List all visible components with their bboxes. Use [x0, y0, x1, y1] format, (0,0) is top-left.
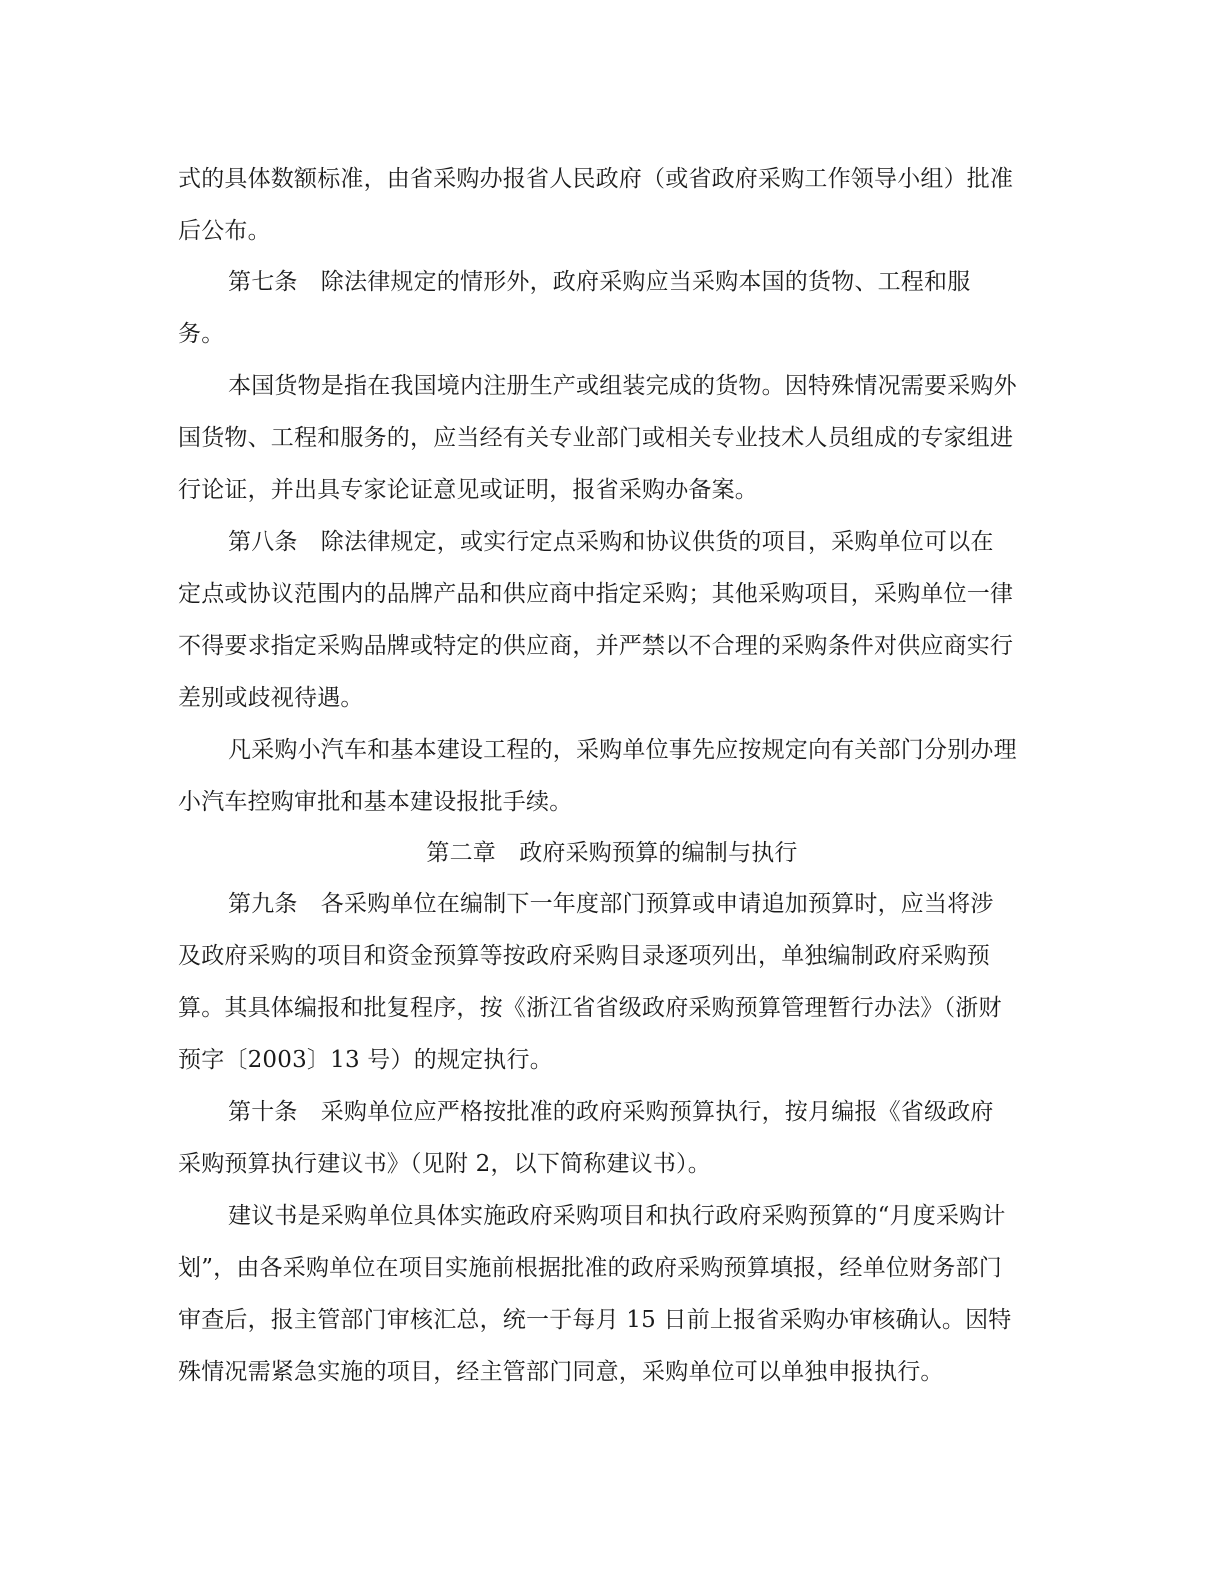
paragraph-line: 算。其具体编报和批复程序，按《浙江省省级政府采购预算管理暂行办法》（浙财 — [178, 995, 1002, 1021]
paragraph-line: 不得要求指定采购品牌或特定的供应商，并严禁以不合理的采购条件对供应商实行 — [178, 633, 1014, 659]
paragraph-line: 小汽车控购审批和基本建设报批手续。 — [178, 789, 573, 815]
paragraph-line: 划”，由各采购单位在项目实施前根据批准的政府采购预算填报，经单位财务部门 — [178, 1255, 1002, 1281]
paragraph-line: 凡采购小汽车和基本建设工程的，采购单位事先应按规定向有关部门分别办理 — [228, 737, 1017, 763]
article-9-line: 第九条 各采购单位在编制下一年度部门预算或申请追加预算时，应当将涉 — [228, 891, 994, 917]
paragraph-line: 及政府采购的项目和资金预算等按政府采购目录逐项列出，单独编制政府采购预 — [178, 943, 990, 969]
paragraph-line: 行论证，并出具专家论证意见或证明，报省采购办备案。 — [178, 477, 758, 503]
paragraph-line: 务。 — [178, 321, 225, 347]
paragraph-line: 建议书是采购单位具体实施政府采购项目和执行政府采购预算的“月度采购计 — [228, 1203, 1006, 1229]
paragraph-line: 国货物、工程和服务的，应当经有关专业部门或相关专业技术人员组成的专家组进 — [178, 425, 1014, 451]
paragraph-line: 本国货物是指在我国境内注册生产或组装完成的货物。因特殊情况需要采购外 — [228, 373, 1017, 399]
paragraph-line: 预字〔2003〕13 号）的规定执行。 — [178, 1047, 553, 1073]
paragraph-line: 后公布。 — [178, 218, 271, 244]
article-10-line: 第十条 采购单位应严格按批准的政府采购预算执行，按月编报《省级政府 — [228, 1099, 994, 1125]
paragraph-line: 采购预算执行建议书》（见附 2，以下简称建议书）。 — [178, 1151, 711, 1177]
article-8-line: 第八条 除法律规定，或实行定点采购和协议供货的项目，采购单位可以在 — [228, 529, 994, 555]
paragraph-line: 殊情况需紧急实施的项目，经主管部门同意，采购单位可以单独申报执行。 — [178, 1359, 944, 1385]
chapter-heading: 第二章 政府采购预算的编制与执行 — [426, 840, 798, 866]
article-7-line: 第七条 除法律规定的情形外，政府采购应当采购本国的货物、工程和服 — [228, 269, 971, 295]
paragraph-line: 定点或协议范围内的品牌产品和供应商中指定采购；其他采购项目，采购单位一律 — [178, 581, 1014, 607]
paragraph-line: 审查后，报主管部门审核汇总，统一于每月 15 日前上报省采购办审核确认。因特 — [178, 1307, 1012, 1333]
paragraph-line: 式的具体数额标准，由省采购办报省人民政府（或省政府采购工作领导小组）批准 — [178, 166, 1014, 192]
paragraph-line: 差别或歧视待遇。 — [178, 685, 364, 711]
